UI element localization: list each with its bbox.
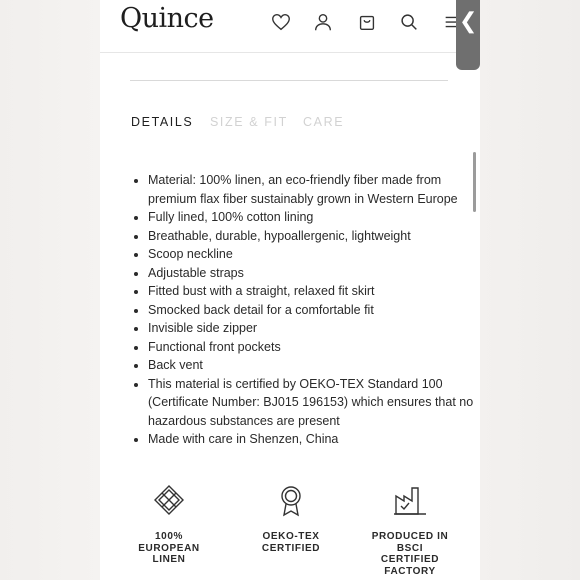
list-item: • Breathable, durable, hypoallergenic, lightweight bbox=[148, 227, 478, 246]
list-item: • Functional front pockets bbox=[148, 338, 478, 357]
list-item: • Fitted bust with a straight, relaxed fit skirt bbox=[148, 282, 478, 301]
details-list bbox=[130, 171, 478, 449]
section-divider bbox=[130, 80, 448, 81]
brand-logo[interactable]: Quince bbox=[120, 3, 214, 34]
list-item: • Back vent bbox=[148, 356, 478, 375]
site-header bbox=[100, 0, 480, 53]
linen-icon bbox=[151, 482, 187, 518]
badge-european-linen bbox=[114, 482, 224, 566]
search-icon[interactable] bbox=[398, 11, 420, 33]
list-item: • Scoop neckline bbox=[148, 245, 478, 264]
list-item: • Made with care in Shenzen, China bbox=[148, 430, 478, 449]
tab-size-fit[interactable]: SIZE & FIT bbox=[210, 115, 288, 129]
bag-icon[interactable] bbox=[356, 11, 378, 33]
product-page bbox=[100, 0, 480, 580]
factory-icon bbox=[392, 482, 428, 518]
chevron-left-icon: ❮ bbox=[459, 8, 478, 33]
list-item: • Material: 100% linen, an eco-friendly fiber made from premium flax fiber sustainably grown in Western Europe bbox=[148, 171, 478, 208]
list-item: • Adjustable straps bbox=[148, 264, 478, 283]
badge-bsci-factory bbox=[355, 482, 465, 577]
badge-oeko-tex bbox=[236, 482, 346, 554]
tab-details[interactable]: DETAILS bbox=[131, 115, 194, 129]
tab-care[interactable]: CARE bbox=[303, 115, 345, 129]
badge-label: 100% EUROPEAN LINEN bbox=[138, 531, 200, 565]
list-item: • Smocked back detail for a comfortable fit bbox=[148, 301, 478, 320]
badge-label: OEKO-TEX CERTIFIED bbox=[261, 531, 321, 554]
list-item: • Fully lined, 100% cotton lining bbox=[148, 208, 478, 227]
side-panel-tab[interactable] bbox=[456, 0, 480, 70]
account-icon[interactable] bbox=[312, 11, 334, 33]
list-item: • This material is certified by OEKO-TEX Standard 100 (Certificate Number: BJ015 196153) which ensures that no hazardous substances are present bbox=[148, 375, 478, 431]
certification-badges bbox=[100, 482, 480, 580]
heart-icon[interactable] bbox=[270, 11, 292, 33]
badge-label: PRODUCED IN BSCI CERTIFIED FACTORY bbox=[371, 531, 449, 577]
list-item: • Invisible side zipper bbox=[148, 319, 478, 338]
left-backdrop bbox=[0, 0, 100, 580]
right-backdrop bbox=[480, 0, 580, 580]
certificate-medal-icon bbox=[273, 482, 309, 518]
